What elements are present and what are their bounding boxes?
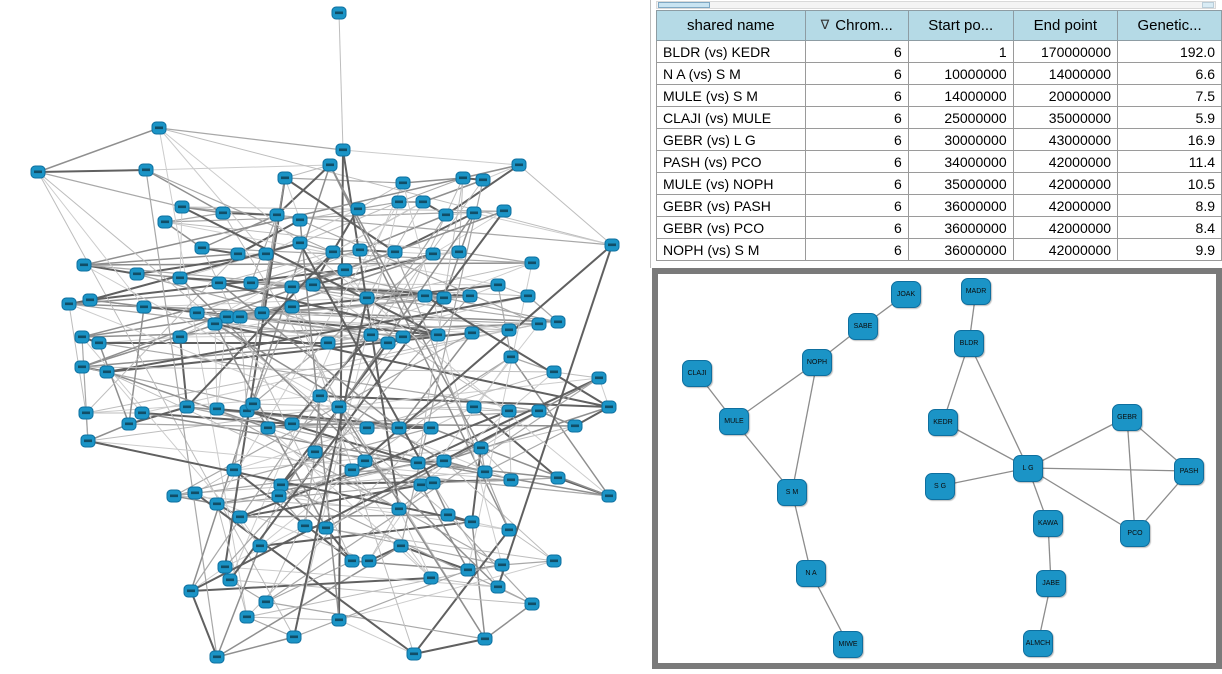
node-label xyxy=(256,545,264,548)
node-label: S G xyxy=(933,482,947,490)
node-label xyxy=(395,427,403,430)
network-node-noph[interactable] xyxy=(802,349,832,376)
node-label xyxy=(440,297,448,300)
node-label: JABE xyxy=(1042,579,1060,587)
node-label xyxy=(505,410,513,413)
network-edge xyxy=(401,180,483,546)
node-label xyxy=(363,297,371,300)
table-row[interactable] xyxy=(657,85,1222,107)
detail-network-panel[interactable] xyxy=(652,268,1222,669)
network-edge xyxy=(146,165,330,170)
network-node-jabe[interactable] xyxy=(1036,570,1066,597)
column-header-startpo[interactable]: Start po... xyxy=(908,11,1013,41)
node-label xyxy=(288,286,296,289)
table-cell-genetic[interactable]: 8.4 xyxy=(1118,217,1222,239)
column-header-chrom[interactable]: ∇ Chrom... xyxy=(805,11,908,41)
node-label xyxy=(528,262,536,265)
node-label xyxy=(354,208,362,211)
filter-funnel-icon[interactable]: ∇ xyxy=(820,17,830,32)
network-edge xyxy=(1028,468,1189,471)
table-cell-genetic[interactable]: 16.9 xyxy=(1118,129,1222,151)
node-label: GEBR xyxy=(1117,413,1137,421)
node-label xyxy=(367,334,375,337)
network-node-lg[interactable] xyxy=(1013,455,1043,482)
column-header-sharedname[interactable]: shared name xyxy=(657,11,806,41)
node-label xyxy=(322,527,330,530)
node-label xyxy=(395,201,403,204)
network-node-kawa[interactable] xyxy=(1033,510,1063,537)
node-label: SABE xyxy=(853,322,873,330)
table-cell-start[interactable]: 36000000 xyxy=(908,239,1013,261)
table-cell-end[interactable]: 42000000 xyxy=(1013,195,1117,217)
table-cell-shared_name[interactable]: CLAJI (vs) MULE xyxy=(657,107,806,129)
table-cell-start[interactable]: 10000000 xyxy=(908,63,1013,85)
node-label xyxy=(339,149,347,152)
network-node-gebr[interactable] xyxy=(1112,404,1142,431)
node-label xyxy=(335,619,343,622)
table-cell-chromosome[interactable]: 6 xyxy=(805,129,908,151)
node-label xyxy=(470,212,478,215)
table-cell-chromosome[interactable]: 6 xyxy=(805,173,908,195)
network-node-joak[interactable] xyxy=(891,281,921,308)
node-label: MADR xyxy=(965,287,987,295)
node-label xyxy=(86,299,94,302)
table-cell-end[interactable]: 42000000 xyxy=(1013,151,1117,173)
node-label: ALMCH xyxy=(1025,639,1051,647)
network-edge xyxy=(300,209,358,220)
node-label xyxy=(78,336,86,339)
node-label xyxy=(125,423,133,426)
node-label xyxy=(417,484,425,487)
node-label xyxy=(468,521,476,524)
node-label: BLDR xyxy=(959,339,979,347)
detail-network-edges xyxy=(658,274,1216,663)
node-label xyxy=(281,177,289,180)
node-label xyxy=(161,221,169,224)
node-label xyxy=(155,127,163,130)
node-label xyxy=(524,295,532,298)
edge-attribute-table[interactable] xyxy=(656,10,1222,261)
node-label: NOPH xyxy=(806,358,828,366)
node-label xyxy=(605,406,613,409)
network-edge xyxy=(474,213,612,245)
table-cell-end[interactable]: 14000000 xyxy=(1013,63,1117,85)
network-edge xyxy=(38,170,146,172)
node-label xyxy=(301,525,309,528)
node-label xyxy=(434,334,442,337)
scrollbar-end-button[interactable] xyxy=(1202,2,1214,8)
network-edge xyxy=(180,337,187,407)
node-label: MIWE xyxy=(838,640,858,648)
node-label xyxy=(440,460,448,463)
node-label xyxy=(464,569,472,572)
node-label xyxy=(500,210,508,213)
table-cell-shared_name[interactable]: NOPH (vs) S M xyxy=(657,239,806,261)
node-label xyxy=(421,295,429,298)
node-label xyxy=(550,371,558,374)
node-label xyxy=(414,462,422,465)
network-edge xyxy=(431,428,609,496)
node-label xyxy=(410,653,418,656)
table-cell-end[interactable]: 42000000 xyxy=(1013,217,1117,239)
network-node-claji[interactable] xyxy=(682,360,712,387)
node-label xyxy=(176,277,184,280)
node-label xyxy=(419,201,427,204)
table-cell-start[interactable]: 36000000 xyxy=(908,195,1013,217)
node-label xyxy=(494,586,502,589)
table-cell-chromosome[interactable]: 6 xyxy=(805,85,908,107)
table-cell-start[interactable]: 36000000 xyxy=(908,217,1013,239)
table-row[interactable] xyxy=(657,151,1222,173)
node-label xyxy=(211,323,219,326)
node-label xyxy=(595,377,603,380)
node-label xyxy=(221,566,229,569)
node-label xyxy=(399,182,407,185)
network-node-mule[interactable] xyxy=(719,408,749,435)
table-cell-shared_name[interactable]: N A (vs) S M xyxy=(657,63,806,85)
table-cell-end[interactable]: 42000000 xyxy=(1013,173,1117,195)
node-label xyxy=(249,403,257,406)
network-edge xyxy=(217,637,294,657)
network-node-kedr[interactable] xyxy=(928,409,958,436)
table-cell-end[interactable]: 170000000 xyxy=(1013,41,1117,63)
node-label xyxy=(477,447,485,450)
network-node-almch[interactable] xyxy=(1023,630,1053,657)
node-label xyxy=(277,484,285,487)
table-cell-start[interactable]: 35000000 xyxy=(908,173,1013,195)
network-edge xyxy=(498,285,511,357)
network-node-miwe[interactable] xyxy=(833,631,863,658)
node-label xyxy=(395,508,403,511)
node-label xyxy=(397,545,405,548)
node-label xyxy=(236,516,244,519)
table-cell-shared_name[interactable]: GEBR (vs) PCO xyxy=(657,217,806,239)
network-edge xyxy=(230,580,532,604)
node-label xyxy=(341,269,349,272)
table-cell-shared_name[interactable]: MULE (vs) S M xyxy=(657,85,806,107)
node-label xyxy=(335,12,343,15)
table-row[interactable] xyxy=(657,41,1222,63)
node-label xyxy=(311,451,319,454)
table-cell-genetic[interactable]: 10.5 xyxy=(1118,173,1222,195)
node-label: KAWA xyxy=(1037,519,1059,527)
node-label xyxy=(605,495,613,498)
node-label xyxy=(427,427,435,430)
node-label xyxy=(356,249,364,252)
node-label xyxy=(215,282,223,285)
node-label xyxy=(363,427,371,430)
network-edge xyxy=(285,178,403,183)
node-label xyxy=(348,469,356,472)
network-edge xyxy=(38,172,144,307)
node-label xyxy=(243,616,251,619)
node-label xyxy=(140,306,148,309)
node-label xyxy=(262,253,270,256)
table-cell-shared_name[interactable]: GEBR (vs) PASH xyxy=(657,195,806,217)
network-node-sg[interactable] xyxy=(925,473,955,500)
node-label xyxy=(361,460,369,463)
table-cell-shared_name[interactable]: GEBR (vs) L G xyxy=(657,129,806,151)
network-edge xyxy=(1127,417,1135,533)
network-edge xyxy=(969,343,1028,468)
node-label: S M xyxy=(785,488,799,496)
node-label xyxy=(78,366,86,369)
column-header-genetic[interactable]: Genetic... xyxy=(1118,11,1222,41)
network-node-sm[interactable] xyxy=(777,479,807,506)
node-label xyxy=(335,406,343,409)
node-label xyxy=(494,284,502,287)
node-label xyxy=(187,590,195,593)
node-label xyxy=(309,284,317,287)
node-label xyxy=(296,219,304,222)
node-label xyxy=(213,408,221,411)
node-label xyxy=(444,514,452,517)
node-label xyxy=(470,406,478,409)
table-cell-genetic[interactable]: 7.5 xyxy=(1118,85,1222,107)
node-label xyxy=(498,564,506,567)
node-label xyxy=(213,503,221,506)
node-label: PASH xyxy=(1179,467,1199,475)
table-cell-chromosome[interactable]: 6 xyxy=(805,63,908,85)
node-label: KEDR xyxy=(933,418,953,426)
node-label: CLAJI xyxy=(687,369,707,377)
table-row[interactable] xyxy=(657,107,1222,129)
node-label xyxy=(429,482,437,485)
node-label xyxy=(138,412,146,415)
node-label xyxy=(219,212,227,215)
network-node-bldr[interactable] xyxy=(954,330,984,357)
node-label xyxy=(80,264,88,267)
table-cell-shared_name[interactable]: MULE (vs) NOPH xyxy=(657,173,806,195)
node-label xyxy=(103,371,111,374)
node-label xyxy=(183,406,191,409)
table-row[interactable] xyxy=(657,129,1222,151)
table-cell-genetic[interactable]: 9.9 xyxy=(1118,239,1222,261)
table-cell-genetic[interactable]: 192.0 xyxy=(1118,41,1222,63)
node-label xyxy=(468,332,476,335)
node-label xyxy=(226,579,234,582)
node-label xyxy=(391,251,399,254)
node-label xyxy=(399,336,407,339)
table-cell-end[interactable]: 42000000 xyxy=(1013,239,1117,261)
network-edge xyxy=(191,591,217,657)
node-label xyxy=(234,253,242,256)
network-node-pco[interactable] xyxy=(1120,520,1150,547)
node-label xyxy=(365,560,373,563)
node-label xyxy=(442,214,450,217)
table-cell-chromosome[interactable]: 6 xyxy=(805,41,908,63)
node-label xyxy=(264,427,272,430)
table-cell-end[interactable]: 43000000 xyxy=(1013,129,1117,151)
table-cell-chromosome[interactable]: 6 xyxy=(805,151,908,173)
node-label xyxy=(507,479,515,482)
network-node-pash[interactable] xyxy=(1174,458,1204,485)
table-row[interactable] xyxy=(657,217,1222,239)
node-label xyxy=(191,492,199,495)
node-label xyxy=(515,164,523,167)
table-cell-start[interactable]: 34000000 xyxy=(908,151,1013,173)
node-label: PCO xyxy=(1127,529,1143,537)
node-label xyxy=(329,251,337,254)
network-edge xyxy=(792,362,817,492)
table-cell-shared_name[interactable]: PASH (vs) PCO xyxy=(657,151,806,173)
horizontal-scrollbar[interactable] xyxy=(656,1,1216,9)
table-cell-chromosome[interactable]: 6 xyxy=(805,195,908,217)
node-label xyxy=(479,179,487,182)
network-edge xyxy=(448,515,532,604)
node-label xyxy=(273,214,281,217)
node-label: JOAK xyxy=(896,290,916,298)
node-label xyxy=(324,342,332,345)
table-cell-genetic[interactable]: 11.4 xyxy=(1118,151,1222,173)
node-label xyxy=(193,312,201,315)
node-label xyxy=(427,577,435,580)
table-cell-start[interactable]: 25000000 xyxy=(908,107,1013,129)
node-label xyxy=(262,601,270,604)
table-cell-shared_name[interactable]: BLDR (vs) KEDR xyxy=(657,41,806,63)
node-label xyxy=(170,495,178,498)
table-row[interactable] xyxy=(657,195,1222,217)
node-label: MULE xyxy=(724,417,744,425)
node-label xyxy=(326,164,334,167)
network-node-madr[interactable] xyxy=(961,278,991,305)
node-label xyxy=(554,477,562,480)
node-label xyxy=(348,560,356,563)
table-header xyxy=(657,11,1222,41)
node-label xyxy=(296,242,304,245)
table-row[interactable] xyxy=(657,173,1222,195)
node-label xyxy=(176,336,184,339)
node-label xyxy=(65,303,73,306)
node-label xyxy=(288,423,296,426)
table-cell-chromosome[interactable]: 6 xyxy=(805,217,908,239)
column-header-endpoint[interactable]: End point xyxy=(1013,11,1117,41)
node-label xyxy=(550,560,558,563)
network-node-sabe[interactable] xyxy=(848,313,878,340)
table-cell-genetic[interactable]: 6.6 xyxy=(1118,63,1222,85)
node-label xyxy=(528,603,536,606)
node-label xyxy=(384,342,392,345)
network-edge xyxy=(225,178,285,567)
table-cell-genetic[interactable]: 5.9 xyxy=(1118,107,1222,129)
table-cell-chromosome[interactable]: 6 xyxy=(805,239,908,261)
node-label xyxy=(142,169,150,172)
node-label: L G xyxy=(1022,464,1034,472)
node-label xyxy=(455,251,463,254)
node-label xyxy=(505,329,513,332)
node-label xyxy=(178,206,186,209)
node-label: N A xyxy=(805,569,817,577)
table-cell-chromosome[interactable]: 6 xyxy=(805,107,908,129)
node-label xyxy=(95,342,103,345)
table-row[interactable] xyxy=(657,239,1222,261)
table-cell-end[interactable]: 35000000 xyxy=(1013,107,1117,129)
table-cell-end[interactable]: 20000000 xyxy=(1013,85,1117,107)
network-edge xyxy=(509,411,511,480)
network-edge xyxy=(485,604,532,639)
node-label xyxy=(288,306,296,309)
node-label xyxy=(554,321,562,324)
table-row[interactable] xyxy=(657,63,1222,85)
network-edge xyxy=(343,150,519,165)
table-cell-start[interactable]: 1 xyxy=(908,41,1013,63)
node-label xyxy=(459,177,467,180)
network-edge xyxy=(339,13,343,150)
panel-divider xyxy=(650,0,651,268)
table-cell-start[interactable]: 30000000 xyxy=(908,129,1013,151)
scrollbar-thumb[interactable] xyxy=(658,2,710,8)
node-label xyxy=(34,171,42,174)
node-label xyxy=(198,247,206,250)
node-label xyxy=(481,638,489,641)
node-label xyxy=(258,312,266,315)
node-label xyxy=(82,412,90,415)
table-cell-genetic[interactable]: 8.9 xyxy=(1118,195,1222,217)
node-label xyxy=(223,316,231,319)
node-label xyxy=(275,495,283,498)
node-label xyxy=(481,471,489,474)
node-label xyxy=(247,282,255,285)
node-label xyxy=(316,395,324,398)
network-edge xyxy=(82,337,88,441)
network-node-na[interactable] xyxy=(796,560,826,587)
node-label xyxy=(236,316,244,319)
table-cell-start[interactable]: 14000000 xyxy=(908,85,1013,107)
node-label xyxy=(505,529,513,532)
network-edge xyxy=(247,617,339,620)
node-label xyxy=(290,636,298,639)
node-label xyxy=(84,440,92,443)
node-label xyxy=(535,410,543,413)
node-label xyxy=(535,323,543,326)
node-label xyxy=(571,425,579,428)
node-label xyxy=(507,356,515,359)
node-label xyxy=(230,469,238,472)
node-label xyxy=(213,656,221,659)
node-label xyxy=(466,295,474,298)
node-label xyxy=(429,253,437,256)
node-label xyxy=(608,244,616,247)
network-edge xyxy=(159,128,343,150)
node-label xyxy=(133,273,141,276)
